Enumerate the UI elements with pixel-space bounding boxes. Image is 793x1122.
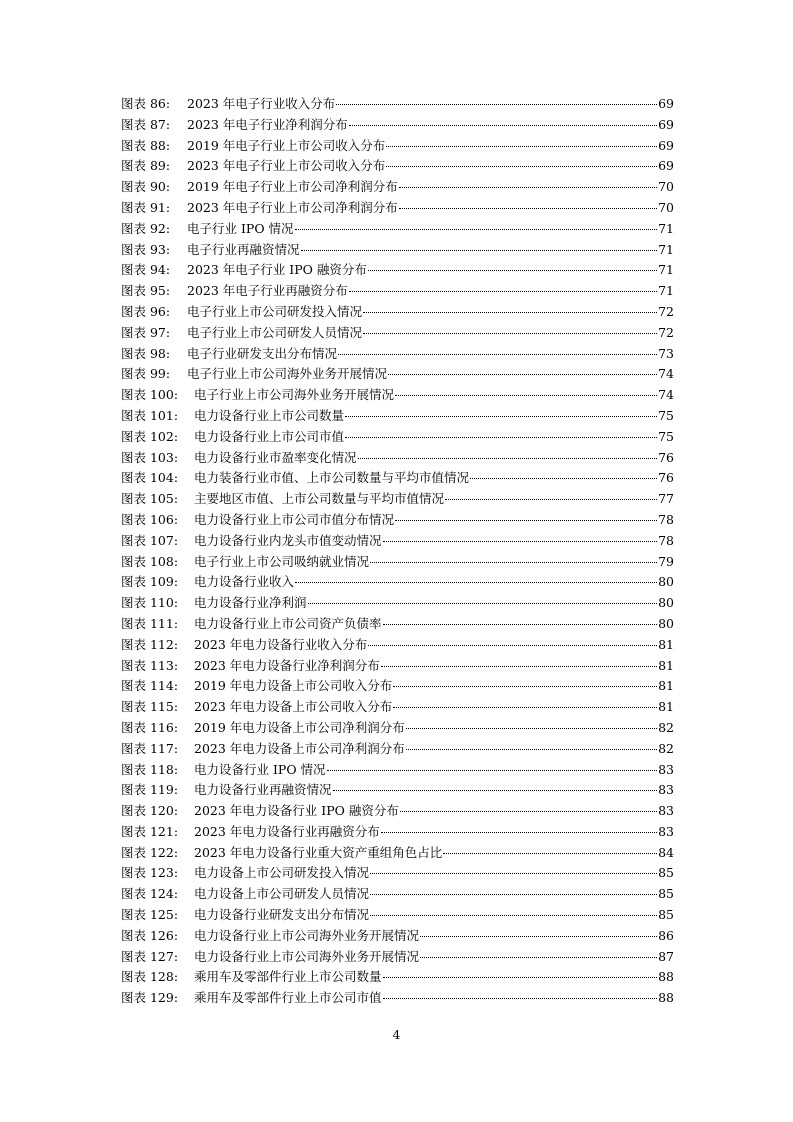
figure-label: 图表 98: [121, 345, 171, 361]
figure-title: 乘用车及零部件行业上市公司市值 [194, 990, 382, 1006]
figure-page-number: 71 [658, 220, 674, 236]
dot-leader [406, 728, 657, 729]
figure-page-number: 78 [658, 532, 674, 548]
figure-label: 图表 91: [121, 199, 171, 215]
dot-leader [336, 104, 657, 105]
figure-label: 图表 120: [121, 803, 179, 819]
figure-page-number: 88 [658, 969, 674, 985]
figure-title: 电力设备行业再融资情况 [194, 782, 332, 798]
toc-entry[interactable] [121, 676, 674, 697]
figure-title: 电力装备行业市值、上市公司数量与平均市值情况 [194, 470, 470, 486]
dot-leader [370, 562, 657, 563]
toc-entry[interactable] [121, 863, 674, 884]
figure-page-number: 76 [658, 470, 674, 486]
dot-leader [349, 125, 657, 126]
figure-label: 图表 128: [121, 969, 179, 985]
figure-label: 图表 121: [121, 823, 179, 839]
toc-entry[interactable] [121, 635, 674, 656]
figure-title: 主要地区市值、上市公司数量与平均市值情况 [194, 491, 445, 507]
figure-title: 电力设备行业收入 [194, 574, 295, 590]
figure-page-number: 69 [658, 158, 674, 174]
toc-entry[interactable] [121, 988, 674, 1009]
dot-leader [395, 520, 657, 521]
figure-page-number: 73 [658, 345, 674, 361]
figure-page-number: 75 [658, 407, 674, 423]
figure-page-number: 69 [658, 116, 674, 132]
figure-title: 电子行业上市公司海外业务开展情况 [194, 387, 395, 403]
dot-leader [383, 998, 658, 999]
figure-page-number: 81 [658, 699, 674, 715]
toc-entry[interactable] [121, 177, 674, 198]
toc-entry[interactable] [121, 531, 674, 552]
figure-page-number: 76 [658, 449, 674, 465]
toc-entry[interactable] [121, 801, 674, 822]
toc-entry[interactable] [121, 760, 674, 781]
figure-page-number: 82 [658, 740, 674, 756]
figure-title: 2023 年电力设备行业 IPO 融资分布 [194, 803, 399, 819]
figure-page-number: 71 [658, 241, 674, 257]
figure-title: 电力设备行业内龙头市值变动情况 [194, 532, 382, 548]
dot-leader [327, 770, 658, 771]
dot-leader [399, 187, 657, 188]
toc-entry[interactable] [121, 843, 674, 864]
dot-leader [368, 645, 657, 646]
figure-page-number: 83 [658, 782, 674, 798]
toc-entry[interactable] [121, 656, 674, 677]
toc-entry[interactable] [121, 614, 674, 635]
figure-title: 电力设备行业上市公司市值分布情况 [194, 511, 395, 527]
figure-page-number: 83 [658, 803, 674, 819]
toc-entry[interactable] [121, 926, 674, 947]
dot-leader [386, 146, 657, 147]
figure-title: 电子行业上市公司研发投入情况 [187, 303, 363, 319]
figure-title: 电力设备行业研发支出分布情况 [194, 907, 370, 923]
figure-label: 图表 96: [121, 303, 171, 319]
figure-title: 2023 年电子行业上市公司收入分布 [187, 158, 386, 174]
toc-entry[interactable] [121, 385, 674, 406]
figure-page-number: 88 [658, 990, 674, 1006]
figure-page-number: 80 [658, 615, 674, 631]
figure-title: 电子行业上市公司研发人员情况 [187, 324, 363, 340]
toc-entry[interactable] [121, 572, 674, 593]
figure-page-number: 79 [658, 553, 674, 569]
figure-title: 2023 年电力设备行业收入分布 [194, 636, 368, 652]
figure-label: 图表 125: [121, 907, 179, 923]
figure-title: 电力设备行业上市公司资产负债率 [194, 615, 382, 631]
figure-title: 2019 年电子行业上市公司收入分布 [187, 137, 386, 153]
figure-page-number: 69 [658, 137, 674, 153]
figure-page-number: 69 [658, 96, 674, 111]
toc-entry[interactable] [121, 822, 674, 843]
figure-page-number: 81 [658, 657, 674, 673]
figure-page-number: 83 [658, 823, 674, 839]
figure-label: 图表 116: [121, 719, 179, 735]
figure-page-number: 82 [658, 719, 674, 735]
figure-title: 2023 年电力设备行业再融资分布 [194, 823, 380, 839]
dot-leader [358, 458, 658, 459]
figure-label: 图表 124: [121, 886, 179, 902]
figure-title: 2023 年电子行业净利润分布 [187, 116, 348, 132]
figure-title: 2023 年电子行业收入分布 [187, 96, 336, 111]
toc-entry[interactable] [121, 115, 674, 136]
toc-entry[interactable] [121, 364, 674, 385]
figure-title: 2023 年电力设备行业净利润分布 [194, 657, 380, 673]
figure-label: 图表 105: [121, 491, 179, 507]
figure-label: 图表 94: [121, 262, 171, 278]
dot-leader [295, 582, 657, 583]
dot-leader [470, 478, 657, 479]
figure-title: 电力设备行业上市公司海外业务开展情况 [194, 927, 420, 943]
figure-label: 图表 112: [121, 636, 179, 652]
dot-leader [445, 499, 657, 500]
figure-page-number: 74 [658, 366, 674, 382]
figure-label: 图表 109: [121, 574, 179, 590]
figure-page-number: 87 [658, 948, 674, 964]
toc-entry[interactable] [121, 219, 674, 240]
figure-title: 2023 年电子行业上市公司净利润分布 [187, 199, 398, 215]
dot-leader [301, 250, 658, 251]
figure-title: 2023 年电子行业 IPO 融资分布 [187, 262, 367, 278]
figure-label: 图表 118: [121, 761, 179, 777]
toc-entry[interactable] [121, 593, 674, 614]
figure-label: 图表 117: [121, 740, 179, 756]
figure-page-number: 72 [658, 303, 674, 319]
figure-title: 电力设备行业净利润 [194, 595, 307, 611]
figure-title: 乘用车及零部件行业上市公司数量 [194, 969, 382, 985]
figure-title: 2023 年电力设备行业重大资产重组角色占比 [194, 844, 443, 860]
figure-page-number: 72 [658, 324, 674, 340]
toc-entry[interactable] [121, 448, 674, 469]
toc-entry[interactable] [121, 552, 674, 573]
figure-label: 图表 101: [121, 407, 179, 423]
figure-label: 图表 89: [121, 158, 171, 174]
figure-label: 图表 104: [121, 470, 179, 486]
dot-leader [399, 208, 657, 209]
dot-leader [368, 270, 657, 271]
figure-page-number: 71 [658, 283, 674, 299]
figure-label: 图表 95: [121, 283, 171, 299]
figure-page-number: 81 [658, 636, 674, 652]
dot-leader [349, 291, 657, 292]
toc-entry[interactable] [121, 947, 674, 968]
dot-leader [370, 873, 657, 874]
figure-label: 图表 107: [121, 532, 179, 548]
toc-entry[interactable] [121, 718, 674, 739]
figure-label: 图表 115: [121, 699, 179, 715]
toc-entry[interactable] [121, 406, 674, 427]
figure-title: 2023 年电子行业再融资分布 [187, 283, 348, 299]
figure-title: 2023 年电力设备上市公司收入分布 [194, 699, 393, 715]
figure-page-number: 85 [658, 865, 674, 881]
dot-leader [383, 541, 658, 542]
toc-entry[interactable] [121, 156, 674, 177]
dot-leader [370, 894, 657, 895]
figure-page-number: 85 [658, 886, 674, 902]
dot-leader [383, 977, 658, 978]
figure-page-number: 80 [658, 595, 674, 611]
figure-title: 电力设备行业市盈率变化情况 [194, 449, 357, 465]
dot-leader [393, 707, 657, 708]
toc-entry[interactable] [121, 905, 674, 926]
figure-label: 图表 93: [121, 241, 171, 257]
dot-leader [338, 354, 657, 355]
figure-page-number: 83 [658, 761, 674, 777]
figure-label: 图表 86: [121, 96, 171, 111]
dot-leader [363, 312, 657, 313]
figure-label: 图表 92: [121, 220, 171, 236]
figure-title: 电力设备行业上市公司数量 [194, 407, 345, 423]
dot-leader [381, 832, 657, 833]
figure-label: 图表 88: [121, 137, 171, 153]
figure-page-number: 81 [658, 678, 674, 694]
toc-entry[interactable] [121, 94, 674, 115]
dot-leader [295, 229, 658, 230]
figure-label: 图表 87: [121, 116, 171, 132]
figure-title: 2019 年电子行业上市公司净利润分布 [187, 179, 398, 195]
figure-title: 电力设备行业上市公司市值 [194, 428, 345, 444]
figure-label: 图表 106: [121, 511, 179, 527]
figure-label: 图表 99: [121, 366, 171, 382]
toc-entry[interactable] [121, 240, 674, 261]
figure-page-number: 80 [658, 574, 674, 590]
figure-page-number: 84 [658, 844, 674, 860]
dot-leader [443, 853, 657, 854]
figure-page-number: 85 [658, 907, 674, 923]
page-number: 4 [392, 1028, 401, 1042]
toc-entry[interactable] [121, 697, 674, 718]
dot-leader [406, 749, 657, 750]
figure-label: 图表 110: [121, 595, 179, 611]
dot-leader [388, 374, 657, 375]
figure-label: 图表 97: [121, 324, 171, 340]
toc-entry[interactable] [121, 136, 674, 157]
figure-title: 2019 年电力设备上市公司收入分布 [194, 678, 393, 694]
toc-entry[interactable] [121, 344, 674, 365]
toc-entry[interactable] [121, 884, 674, 905]
dot-leader [370, 915, 657, 916]
figure-label: 图表 102: [121, 428, 179, 444]
figure-label: 图表 111: [121, 615, 179, 631]
toc-entry[interactable] [121, 323, 674, 344]
toc-entry[interactable] [121, 510, 674, 531]
figure-page-number: 78 [658, 511, 674, 527]
figure-title: 电子行业再融资情况 [187, 241, 300, 257]
toc-entry[interactable] [121, 468, 674, 489]
toc-entry[interactable] [121, 739, 674, 760]
dot-leader [420, 936, 657, 937]
figure-label: 图表 103: [121, 449, 179, 465]
figure-label: 图表 108: [121, 553, 179, 569]
dot-leader [333, 790, 658, 791]
figure-label: 图表 100: [121, 387, 179, 403]
figure-title: 电力设备上市公司研发投入情况 [194, 865, 370, 881]
dot-leader [381, 666, 657, 667]
figure-page-number: 86 [658, 927, 674, 943]
figure-page-number: 71 [658, 262, 674, 278]
figure-label: 图表 119: [121, 782, 179, 798]
dot-leader [395, 395, 657, 396]
toc-entry[interactable] [121, 260, 674, 281]
figure-page-number: 77 [658, 491, 674, 507]
figure-title: 电子行业研发支出分布情况 [187, 345, 338, 361]
toc-entry[interactable] [121, 489, 674, 510]
figure-label: 图表 113: [121, 657, 179, 673]
figure-title: 2019 年电力设备上市公司净利润分布 [194, 719, 405, 735]
toc-entry[interactable] [121, 302, 674, 323]
dot-leader [400, 811, 657, 812]
figure-label: 图表 114: [121, 678, 179, 694]
dot-leader [393, 686, 657, 687]
toc-entry[interactable] [121, 967, 674, 988]
figure-page-number: 74 [658, 387, 674, 403]
figure-label: 图表 127: [121, 948, 179, 964]
figure-label: 图表 129: [121, 990, 179, 1006]
figure-title: 电力设备行业 IPO 情况 [194, 761, 326, 777]
dot-leader [363, 333, 657, 334]
figure-page-number: 70 [658, 179, 674, 195]
figure-label: 图表 123: [121, 865, 179, 881]
dot-leader [420, 957, 657, 958]
figure-title: 电子行业上市公司吸纳就业情况 [194, 553, 370, 569]
figure-label: 图表 126: [121, 927, 179, 943]
figure-label: 图表 90: [121, 179, 171, 195]
toc-entry[interactable] [121, 780, 674, 801]
dot-leader [308, 603, 658, 604]
figure-title: 电子行业上市公司海外业务开展情况 [187, 366, 388, 382]
figure-title: 电力设备上市公司研发人员情况 [194, 886, 370, 902]
toc-entry[interactable] [121, 427, 674, 448]
dot-leader [345, 416, 657, 417]
dot-leader [345, 437, 657, 438]
figure-label: 图表 122: [121, 844, 179, 860]
figure-page-number: 75 [658, 428, 674, 444]
toc-entry[interactable] [121, 281, 674, 302]
dot-leader [383, 624, 658, 625]
dot-leader [386, 166, 657, 167]
toc-entry[interactable] [121, 198, 674, 219]
table-of-figures [121, 94, 674, 1009]
figure-title: 2023 年电力设备上市公司净利润分布 [194, 740, 405, 756]
figure-title: 电子行业 IPO 情况 [187, 220, 294, 236]
figure-title: 电力设备行业上市公司海外业务开展情况 [194, 948, 420, 964]
figure-page-number: 70 [658, 199, 674, 215]
